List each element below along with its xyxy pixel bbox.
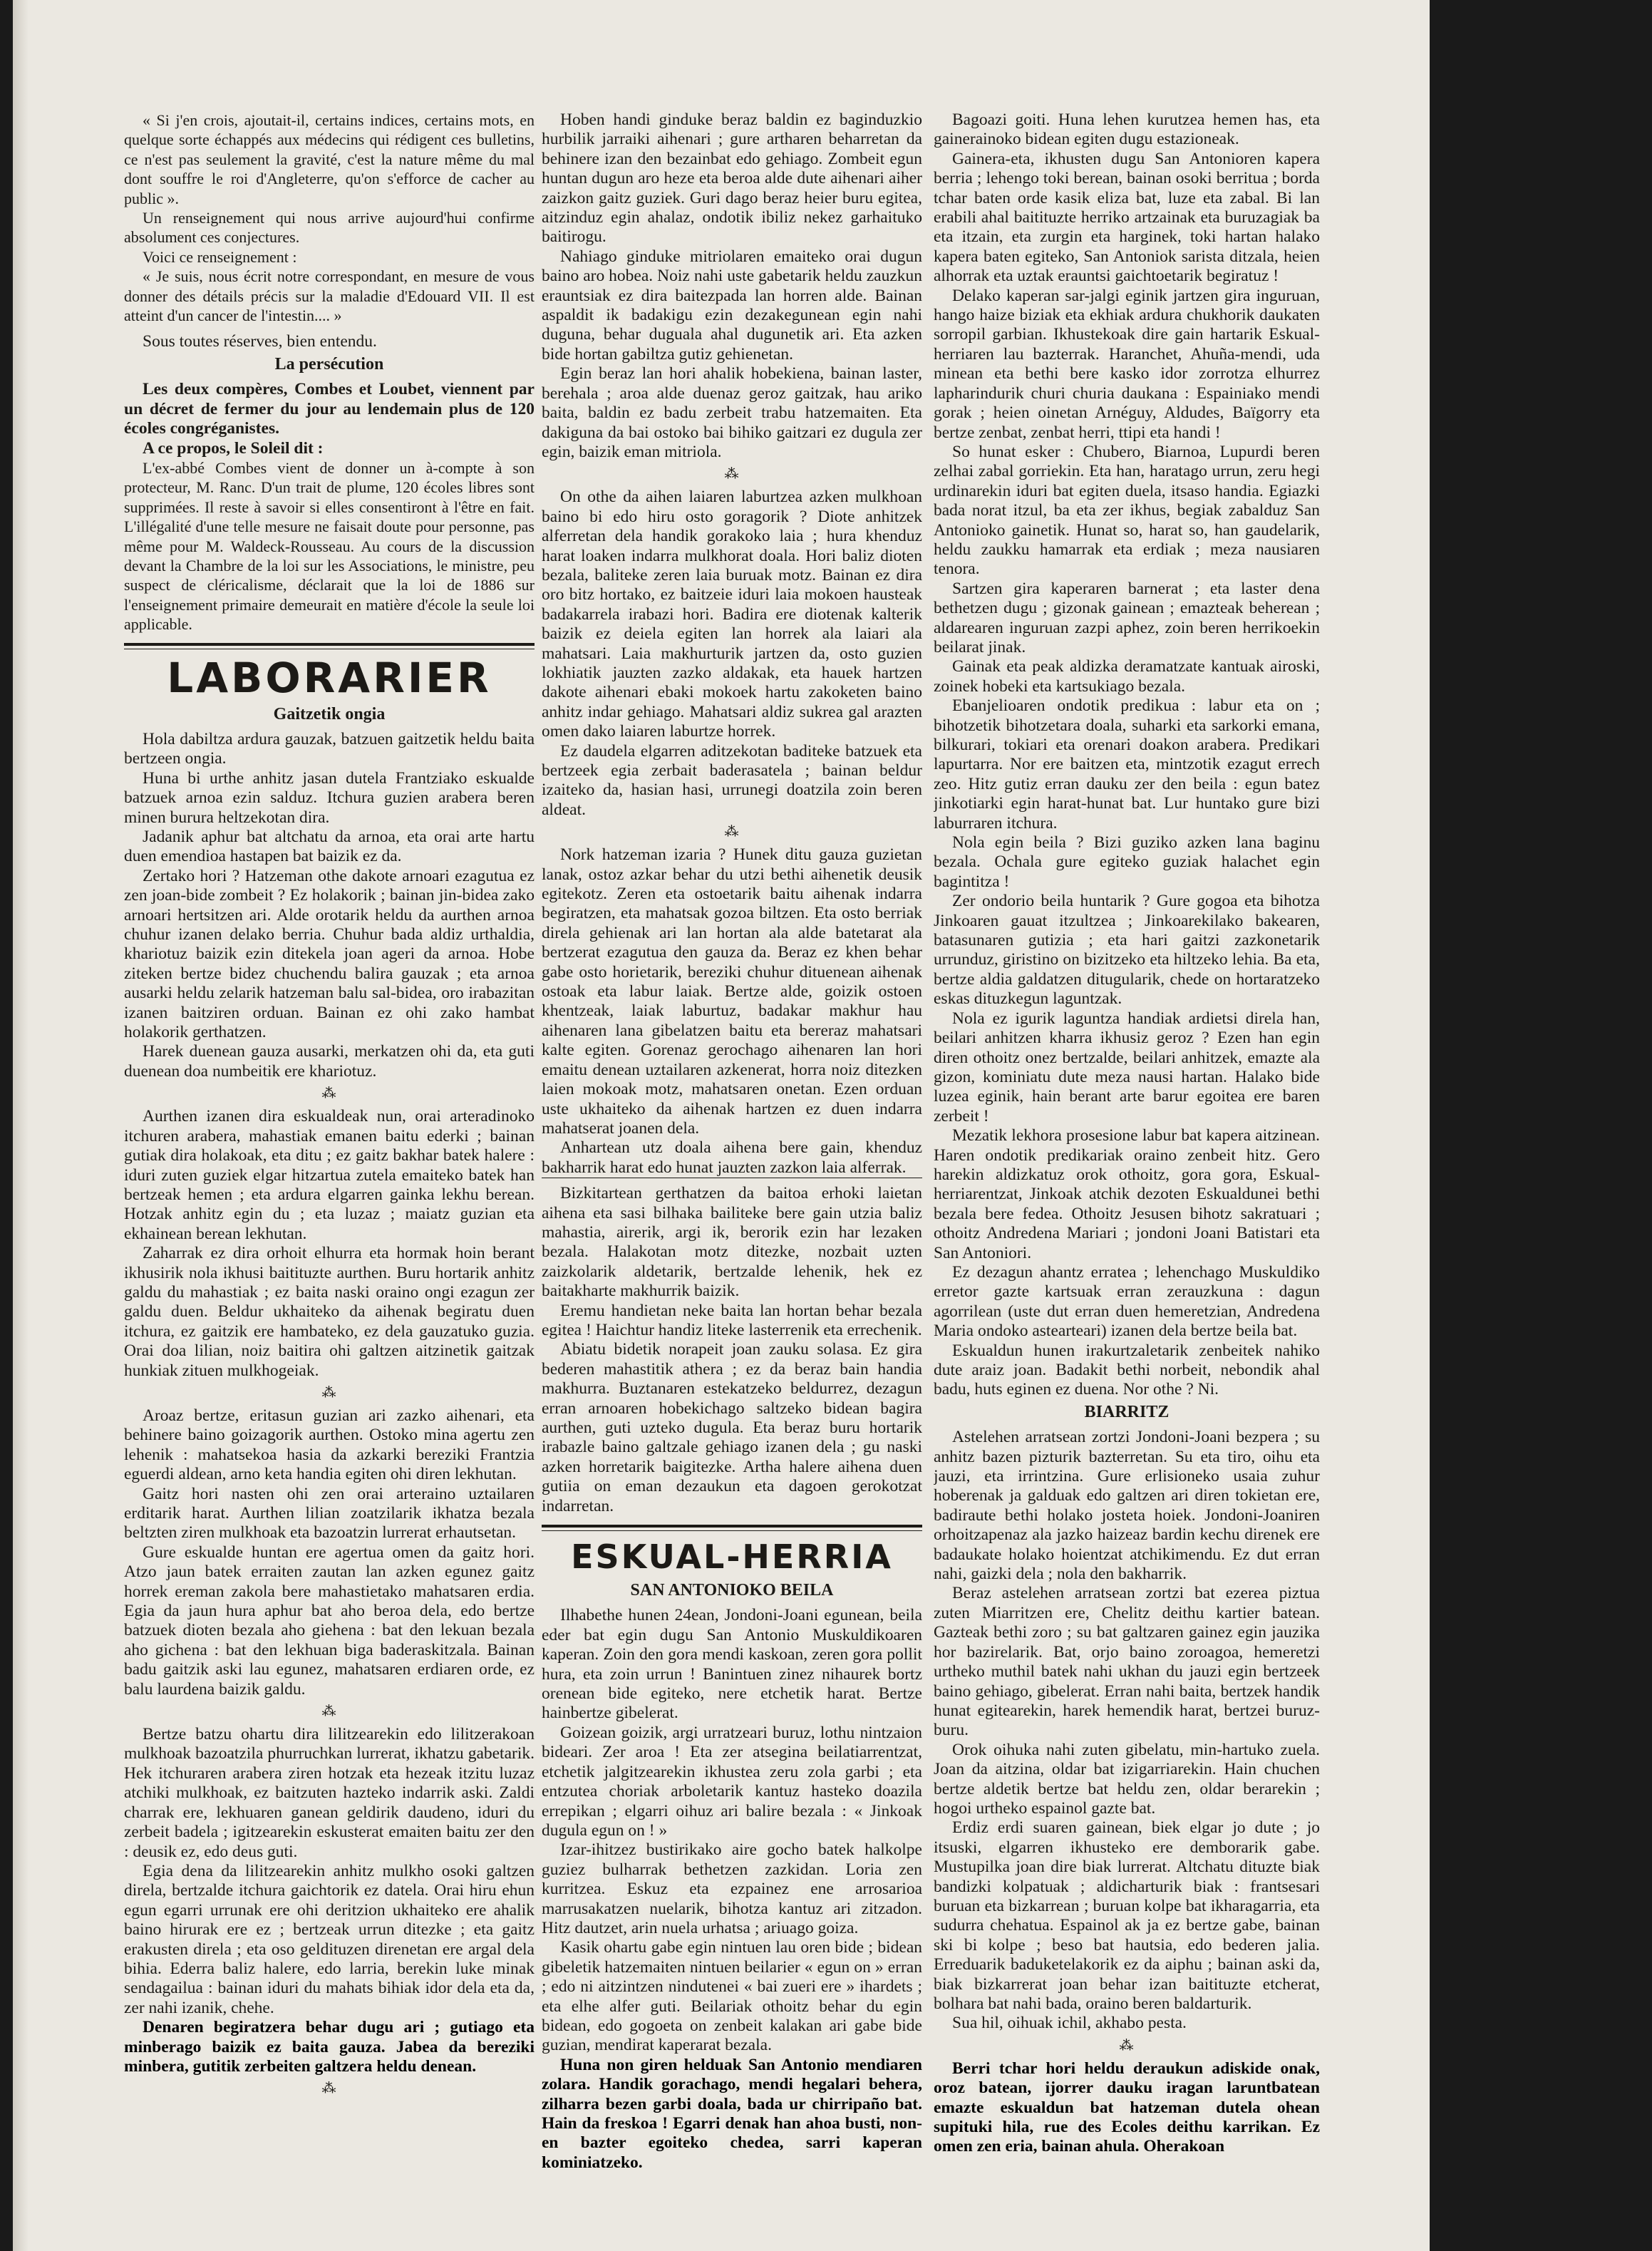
newspaper-page (13, 0, 1430, 2251)
paragraph: Un renseignement qui nous arrive aujourd'hui confirme absolument ces conjectures. (124, 209, 535, 247)
paragraph: Orok oihuka nahi zuten gibelatu, min-hartuko zuela. Joan da aitzina, oldar bat izigarriarekin. Hain chuchen bertze aldetik bertze bat heldu zen, oldar berarekin ; hogoi urtheko espainol gazte bat. (934, 1740, 1320, 1818)
paragraph: Abiatu bidetik norapeit joan zauku solasa. Ez gira bederen mahastitik athera ; ez da beraz bain handia makhurra. Buztanaren estekatzeko beldurrez, dezagun erran arnoaren hobekichago saltzeko bidean bagira aurthen, guti uzteko dugula. Eta beraz buru hortarik irabazle baino galtzale gehiago izanen dela ; gu naski azken horretarik baigitezke. Artha halere aihena duen gutiia on eman dezaukun eta dagoen gerokotzat indarretan. (542, 1340, 922, 1515)
paragraph: Aurthen izanen dira eskualdeak nun, orai arteradinoko itchuren arabera, mahastiak emanen baitu ederki ; bainan gutiak dira holakoak, eta ditu ; ez gaitz bakhar batek halere : iduri zuten guziek elgar hitzartua zutela emaiteko batek han bertzeak hemen ; eta ardura elgarren gainka lekhu berean. Hotzak anhitz egin du ; eta luzaz ; maiatz guzian eta ekhainean berean lekhutan. (124, 1107, 535, 1243)
paragraph: Zer ondorio beila huntarik ? Gure gogoa eta bihotza Jinkoaren gauat itzultzea ; Jinkoarekilako bakearen, batasunaren gutizia ; eta hari gaitzi zazkonetarik urrunduz, giristino on bizitzeko eta hiltzeko lehia. Ba eta, bertze aldia galdatzen ditugularik, chede on hortaratzeko eskas dituzkegun laguntzak. (934, 892, 1320, 1009)
paragraph: Denaren begiratzera behar dugu ari ; gutiago eta minberago baizik ez baita gauza. Jabea da bereziki minbera, gutitik zerbeiten galtzera heldu denean. (124, 2018, 535, 2076)
laborarier-subtitle: Gaitzetik ongia (273, 704, 386, 723)
paragraph: Gainak eta peak aldizka deramatzate kantuak airoski, zoinek hobeki eta kartsukiago bezala. (934, 657, 1320, 696)
paragraph: Bertze batzu ohartu dira lilitzearekin edo lilitzerakoan mulkhoak bazoatzila phurruchkan lurrerat, ikhatzu gabetarik. Hek itchuraren arabera ziren hotzak eta hezeak itzitu luzaz atchiki mulkhoak, ez baitzuten hazteko indarrik aski. Zaldi charrak ere, lekhuaren ganean geldirik daudeno, iduri du zerbeit badela ; igitzearekin eskusterat emaiten baitu zer den : deusik ez, edo deus guti. (124, 1725, 535, 1861)
eskual-herria-subtitle: SAN ANTONIOKO BEILA (630, 1581, 834, 1600)
paragraph: Harek duenean gauza ausarki, merkatzen ohi da, eta guti duenean doa numbeitik ere khariotuz. (124, 1042, 535, 1081)
paragraph: On othe da aihen laiaren laburtzea azken mulkhoan baino bi edo hiru osto goragorik ? Diote anhitzek alferretan dela handik gorakoko laia ; hura khenduz harat loaken indarra mulkhorat doala. Hori baliz dioten bezala, baliteke zeren laia buruak motz. Bainan ez dira oro bitz hortako, ez baitzeie iduri laia mokoen hausteak badakarrela irabazi hori. Badira ere diotenak kalterik baizik ez deiela egiten lan horrek ala laiari ala mahatsari. Laia makhurturik jartzen da, osto guzien lokhiatik jauzten zazko aldakak, eta hauek hartzen dakote aihenari ebaki mokoek hartu zakoketen baino anhitz indar gehiago. Mahatsari aldiz sukrea gal arazten omen dako laiaren laburtze horrek. (542, 488, 922, 741)
eskual-herria-title: ESKUAL-HERRIA (571, 1537, 893, 1577)
paragraph: Bagoazi goiti. Huna lehen kurutzea hemen has, eta gainerainoko bidean egiten dugu estazioneak. (934, 110, 1320, 149)
asterism-icon: ⁂ (321, 1704, 337, 1720)
section-rule (542, 1525, 922, 1528)
column-3 (934, 110, 1320, 2242)
section-heading-persecution: La persécution (274, 354, 384, 374)
section-heading-biarritz: BIARRITZ (1084, 1402, 1170, 1421)
paragraph: Egia dena da lilitzearekin anhitz mulkho osoki galtzen direla, bertzalde itchura gaichtorik ez datela. Orai hiru ehun egun egarri urrunak ere ohi deritzion ukhaiteko ere ahalik baino hirurak ere ez ; bertzeak urrun ditezke ; eta gaitz erakusten direla ; eta oso geldituzen direnetan ere argal dela bihia. Ederra baliz halere, edo larria, berekin luke minak sendagailua : bainan iduri du mahats bihiak idor dela eta da, zer nahi izanik, chehe. (124, 1861, 535, 2017)
quote-soleil: L'ex-abbé Combes vient de donner un à-compte à son protecteur, M. Ranc. D'un trait de plume, 120 écoles libres sont supprimées. Il reste à savoir si elles consentiront à l'être en fait. L'illégalité d'une telle mesure ne faisait doute pour personne, pas même pour M. Waldeck-Rousseau. Au cours de la discussion devant la Chambre de la loi sur les Associations, le ministre, peu suspect de cléricalisme, déclarait que la loi de 1886 sur l'enseignement primaire demeurait en matière d'école la seule loi applicable. (124, 458, 535, 634)
paragraph: Huna non giren helduak San Antonio mendiaren zolara. Handik gorachago, mendi hegalari behera, zilharra bezen garbi doala, bada ur chirripaño bat. Hain da freskoa ! Egarri denak han ahoa busti, non-en bazter egoiteko chedea, sarri kaperan kominiatzeko. (542, 2055, 922, 2172)
paragraph: Goizean goizik, argi urratzeari buruz, lothu nintzaion bideari. Zer aroa ! Eta zer atsegina beilatiarrentzat, etchetik jalgitzearekin ikhustea zeru zola garbi ; eta entzutea choriak arboletarik kantuz hasteko doazila errepikan ; elgarri oihuz ari balire bezala : « Jinkoak dugula egun on ! » (542, 1723, 922, 1840)
asterism-icon: ⁂ (1119, 2037, 1135, 2054)
laborarier-title: LABORARIER (167, 653, 492, 702)
paragraph: Sua hil, oihuak ichil, akhabo pesta. (952, 2014, 1187, 2033)
paragraph: Zaharrak ez dira orhoit elhurra eta hormak hoin berant ikhusirik nola ikhusi baitituzte aurthen. Buru hortarik anhitz galdu du mahastiak ; ez baita naski oraino ongi ezagun zer galdu duen. Beldur ukhaiteko da aihenak begiratu duen itchura, ez gaitzik ere hambateko, ez dela gauzatuko guzia. Orai doa lilian, noiz baitira ohi galtzen aitzinetik gaitzak hunkiak zituen mulkhogeiak. (124, 1244, 535, 1380)
paragraph: Ez dezagun ahantz erratea ; lehenchago Muskuldiko erretor gazte kartsuak erran zerauzkuna : dagun agorrilean (uste dut erran duen hemeretzian, Andredena Maria ondoko astearteari) izanen dela bertze beila bat. (934, 1262, 1320, 1341)
paragraph: Les deux compères, Combes et Loubet, viennent par un décret de fermer du jour au lendemain plus de 120 écoles congréganistes. (124, 380, 535, 438)
paragraph: Erdiz erdi suaren gainean, biek elgar jo dute ; jo itsuski, elgarren ikhusteko ere demborarik gabe. Mustupilka joan dire biak lurrerat. Altchatu dituzte biak bandizki kolpatuak ; aldicharturik biak : frantsesari buruan eta bizkarrean ; buruan kolpe bat ikharagarria, eta sudurra chehatua. Espainol ak ja ez bertze gabe, bainan ski bi kolpe ; beso bat hautsia, edo bederen jalia. Erreduarik baduketelakorik ez da aiphu ; bainan aski da, biak bizkarrerat joan behar izan baitituzte etcherat, bolhara bat nahi bada, oraino beren baldarturik. (934, 1818, 1320, 2013)
paragraph: Jadanik aphur bat altchatu da arnoa, eta orai arte hartu duen emendioa hastapen bat baizik ez da. (124, 828, 535, 866)
paragraph: Hoben handi ginduke beraz baldin ez baginduzkio hurbilik jarraiki aihenari ; gure artharen beharretan da behinere izan den bezainbat edo gehiago. Zombeit egun huntan dugun aro heze eta beroa alde dute aihenari aiher zaizkon gaitz guziek. Guri dago beraz heier buru egitea, aitzinduz egin ahalaz, ondotik ibiliz nekez garhaituko baitirogu. (542, 110, 922, 247)
paragraph: Nork hatzeman izaria ? Hunek ditu gauza guzietan lanak, ostoz azkar behar du utzi bethi aihenetik deusik egitekotz. Zeren eta ostoetarik baitu aihenak indarra begiratzen, eta mahatsak gozoa biltzen. Eta osto berriak direla gehienak ari lan hortan ala alde batetarat ala bertzerat ezagutua den gauza da. Beraz ez khen behar gabe osto horietarik, bereziki chuhur dituenean aihenak ostoak eta labur laiak. Bertze alde, goizik ostoen khentzeak, laiak laburtuz, badakar makhur hau aihenaren lana gibelatzen baitu eta bereraz mahatsari kalte egiten. Gorenaz gerochago aihenaren lan hori emaitu denean uztailaren azkenerat, horra noiz ditezken laien mokoak motz, mahatsaren onetan. Ezen orduan uste ukhaiteko da aihenak hartzen ez duen indarra mahatserat joanen dela. (542, 845, 922, 1138)
asterism-icon: ⁂ (321, 1086, 337, 1102)
paragraph: Voici ce renseignement : (143, 247, 297, 266)
paragraph: Nahiago ginduke mitriolaren emaiteko orai dugun baino aro hobea. Noiz nahi uste gabetarik heldu zauzkun erauntsiak ez dira baitezpada lan horren alde. Bainan aspaldit ik badakigu ezin dezakegunean egin nahi duguna, behar duguala ahal dugunetik ari. Eta azken bide hortan gabiltza gutiz gehienetan. (542, 247, 922, 364)
asterism-icon: ⁂ (724, 466, 740, 483)
paragraph: Gure eskualde huntan ere agertua omen da gaitz hori. Atzo jaun batek erraiten zautan lan azken egunez gaitz horrek ereman zakola bere mahastietako mahatsaren erdia. Egia da jaun hura aphur bat aho beroa dela, edo bertze batzuek dioten bezala aho giehena : bat den lekuan bezala aho gichena : bat den lekhuan biga baderaskitzala. Bainan badu gaitzik aski lau egunez, mahatsaren erdiaren orde, ez balu laurdena baizik galdu. (124, 1542, 535, 1699)
paragraph: Zertako hori ? Hatzeman othe dakote arnoari ezagutua ez zen joan-bide zombeit ? Ez holakorik ; bainan jin-bidea zako arnoari hertsitzen ari. Alde orotarik heldu da aurthen arnoa chuhur izanen delako berria. Chuhur bada aldiz urthaldia, khariotuz baizik ezin ditekela joan ageri da arnoa. Hobe ziteken bertze bidez chuchendu balira gauzak ; eta arnoa ausarki heldu zelarik hatzeman balu sal-bidea, oro irabazitan izanen baitziren orduan. Bainan ez ohi zako hambat holakorik gerthatzen. (124, 866, 535, 1042)
paragraph: Eremu handietan neke baita lan hortan behar bezala egitea ! Haichtur handiz liteke lasterrenik eta errechenik. (542, 1301, 922, 1339)
asterism-icon: ⁂ (321, 1384, 337, 1401)
paragraph: Astelehen arratsean zortzi Jondoni-Joani bezpera ; su anhitz bazen pizturik bazterretan. Su eta tiro, oihu eta jauzi, eta irrintzina. Gure erlisioneko usaia zuhur hoberenak ja galduak edo galtzen ari diren tokietan ere, badiraute bethi holako josteta hoiek. Jondoni-Joaniren orhoitzapenaz ala jazko haizeaz bardin kechu direnek ere badaukate holako hoientzat atchikimendu. Ez dut erran nahi, gaizki dela ; nola den bakharrik. (934, 1428, 1320, 1584)
paragraph: Egin beraz lan hori ahalik hobekiena, bainan laster, berehala ; aroa alde duenaz geroz gaitzak, hau ariko baita, baldin ez badu zerbeit trabu hatzemaiten. Eta dakiguna da bai ostoko bai bihiko gaitzari ez dugula zer egin, baizik eman mitriola. (542, 364, 922, 461)
paragraph: Nola egin beila ? Bizi guziko azken lana baginu bezala. Ochala gure egiteko guziak halachet egin bagintitza ! (934, 833, 1320, 891)
paragraph: Mezatik lekhora prosesione labur bat kapera aitzinean. Haren ondotik predikariak oraino zenbeit hitz. Gero harekin aldizkatuz orok othoitz, gora gora, Eskual-herriarentzat, Jinkoak atchik dezoten Eskualdunei bethi bezala bere fedea. Othoitz Jesusen bihotz sakratuari ; othoitz Andredena Mariari ; jondoni Joani Batistari eta San Antoniori. (934, 1126, 1320, 1262)
paragraph: A ce propos, le Soleil dit : (143, 438, 324, 458)
paragraph: Berri tchar hori heldu deraukun adiskide onak, oroz batean, ijorrer dauku iragan laruntbatean emazte eskualdun bat hatzeman dutela ohean supituki hila, rue des Ecoles deithu karrikan. Ez omen zen eria, bainan ahula. Oherakoan (934, 2059, 1320, 2156)
paragraph: Gaitz hori nasten ohi zen orai arteraino uztailaren erditarik harat. Aurthen lilian zoatzilarik ikhatza bezala beltzten ziren mulkhoak eta bazoatzin lurrerat erhautsetan. (124, 1484, 535, 1542)
paragraph: Huna bi urthe anhitz jasan dutela Frantziako eskualde batzuek arnoa ezin salduz. Itchura guzien arabera beren minen burura heltzekotan dira. (124, 768, 535, 827)
asterism-icon: ⁂ (724, 824, 740, 840)
asterism-icon: ⁂ (321, 2081, 337, 2097)
paragraph: So hunat esker : Chubero, Biarnoa, Lupurdi beren zelhai zabal gorriekin. Eta han, haratago urrun, zeru hegi urdinarekin iduri bat egiten duela, itsaso handia. Egiazki bada norat itzul, ba eta zer ikhus, begiak zabalduz San Antonioko gainetik. Hunat so, harat so, han gaudelarik, heldu zaukku hamarrak eta erdiak ; meza nausiaren tenora. (934, 442, 1320, 579)
paragraph: Sous toutes réserves, bien entendu. (143, 332, 377, 351)
paragraph: « Je suis, nous écrit notre correspondant, en mesure de vous donner des détails précis sur la maladie d'Edouard VII. Il est atteint d'un cancer de l'intestin.... » (124, 267, 535, 325)
paragraph: Beraz astelehen arratsean zortzi bat ezerea piztua zuten Miarritzen ere, Chelitz deithu kartier batean. Gazteak bethi zoro ; su bat galtzaren gainez egin jauzika hor bazirelarik. Bat, orjo baino zoroagoa, hemeretzi urtheko muthil batek nahi ukhan du jauzi egin bertzeek baino gehiago, gibelerat. Erran nahi baita, bertzek handik hunat egitearekin, harek hemendik harat, bertzei buruz-buru. (934, 1584, 1320, 1740)
paragraph: Eskualdun hunen irakurtzaletarik zenbeitek nahiko dute araiz joan. Badakit bethi norbeit, nebondik ahal badu, huts eginen ez duena. Nor othe ? Ni. (934, 1341, 1320, 1399)
paragraph: Gainera-eta, ikhusten dugu San Antonioren kapera berria ; lehengo toki berean, bainan osoki berritua ; borda tchar baten orde kasik eliza bat, luze eta zabal. Bi lan erabili ahal baitituzte herriko artzainak eta buruzagiak ba eta itzain, eta zurgin eta harginek, toki hartan halako kapera baten egiteko, San Antoniok sarista ditzala, heien alhorrak eta uztak erauntsi gaichtoetarik begiratuz ! (934, 149, 1320, 286)
paragraph: Nola ez igurik laguntza handiak ardietsi direla han, beilari anhitzen kharra ikhusiz geroz ? Ezen han egin diren othoitz onez bertzalde, beilari anhitzek, emazte ala gizon, kominiatu dute meza nausi hartan. Halako bide luzea eginik, hain berant arte barur egoitea ere baren zerbeit ! (934, 1009, 1320, 1126)
column-1 (124, 110, 535, 2242)
paragraph: Ilhabethe hunen 24ean, Jondoni-Joani egunean, beila eder bat egin dugu San Antonio Muskuldikoaren kaperan. Zoin den gora mendi kaskoan, zeren gora pollit hura, eta zoin urrun ! Banintuen zinez nihaurek bortz orenean bide egiteko, nere etchetik harat. Bertze hainbertze gibelerat. (542, 1606, 922, 1723)
paragraph: Sartzen gira kaperaren barnerat ; eta laster dena bethetzen dugu ; gizonak gainean ; emazteak beherean ; aldarearen inguruan zazpi aphez, zoin beren herrikoekin beilarat jinak. (934, 579, 1320, 656)
section-rule (124, 643, 535, 646)
page-fold (13, 0, 29, 2251)
paragraph: Hola dabiltza ardura gauzak, batzuen gaitzetik heldu baita bertzeen ongia. (124, 729, 535, 768)
paragraph: « Si j'en crois, ajoutait-il, certains indices, certains mots, en quelque sorte échappés aux médecins qui rédigent ces bulletins, ce n'est pas seulement la gravité, c'est la nature même du mal dont souffre le roi d'Angleterre, qu'on s'efforce de cacher au public ». (124, 111, 535, 207)
paragraph: Kasik ohartu gabe egin nintuen lau oren bide ; bidean gibeletik hatzemaiten nintuen beilarier « egun on » erran ; edo ni aitzintzen nindutenei « bai zueri ere » ihardets ; eta elhe alfer guti. Beilariak othoitz behar du egin bidean, edo gogoeta on zenbeit kalakan ari gabe bide guzian, mendirat kaperarat bezala. (542, 1938, 922, 2055)
paragraph: Ebanjelioaren ondotik predikua : labur eta on ; bihotzetik bihotzetara doala, suharki eta sarkorki emana, bilkurari, tokiari eta orenari doakon arabera. Predikari lapurtarra. Nor ere baitzen eta, mintzotik ezagut errech zeo. Hitz gutiz erran dauku zer den beila : egun batez jinkotiarki egin harat-hunat bat. Lur huntako gure bizi laburraren itchura. (934, 696, 1320, 833)
paragraph: Ez daudela elgarren aditzekotan baditeke batzuek eta bertzeek egia zerbait baderasatela ; bainan beldur izaiteko da, hasian hasi, urrunegi doatzila zoin beren aldeat. (542, 741, 922, 819)
paragraph: Izar-ihitzez bustirikako aire gocho batek halkolpe guziez bulharrak bethetzen zazkidan. Loria zen kurritzea. Eskuz eta ezpainez ene arrosarioa marrusakatzen nuelarik, bihotza kantuz ari zitzadon. Hitz dautzet, arin nuela urhatsa ; ariuago goiza. (542, 1840, 922, 1937)
paragraph: Bizkitartean gerthatzen da baitoa erhoki laietan aihena eta sasi bilhaka bailiteke bere gain utzia baliz mahastia, airerik, argi ik, berorik ezin har lezaken bezala. Halakotan motz ditezke, nozbait uzten zaizkolarik aldetarik, bertzalde lehenik, hek ez baitakharte makhurrik baizik. (542, 1184, 922, 1301)
paragraph: Delako kaperan sar-jalgi eginik jartzen gira inguruan, hango haize biziak eta ekhiak ardura chukhorik daukaten sorropil garbian. Ikhustekoak dire gain hartarik Eskual-herriaren lau bazterrak. Haranchet, Ahuña-mendi, uda minean eta bethi bere kasko idor zorrotza elhurrez lapharindurik churi churia daukana : Espainiako mendi gorak ; heien oinetan Arnéguy, Aldudes, Baïgorry eta bertze zenbat, zenbat herri, ttipi eta handi ! (934, 286, 1320, 442)
column-2 (542, 110, 922, 2242)
paragraph: Anhartean utz doala aihena bere gain, khenduz bakharrik harat edo hunat jauzten zazkon laia alferrak. (542, 1138, 922, 1177)
section-rule-thin (542, 1530, 922, 1531)
paragraph: Aroaz bertze, eritasun guzian ari zazko aihenari, eta behinere baino goizagorik aurthen. Ostoko mina agertu zen lehenik : mahatsekoa hasia da azkarki bereziki Frantzia eguerdi aldean, arno keta handia egiten ohi diren lekhutan. (124, 1406, 535, 1484)
